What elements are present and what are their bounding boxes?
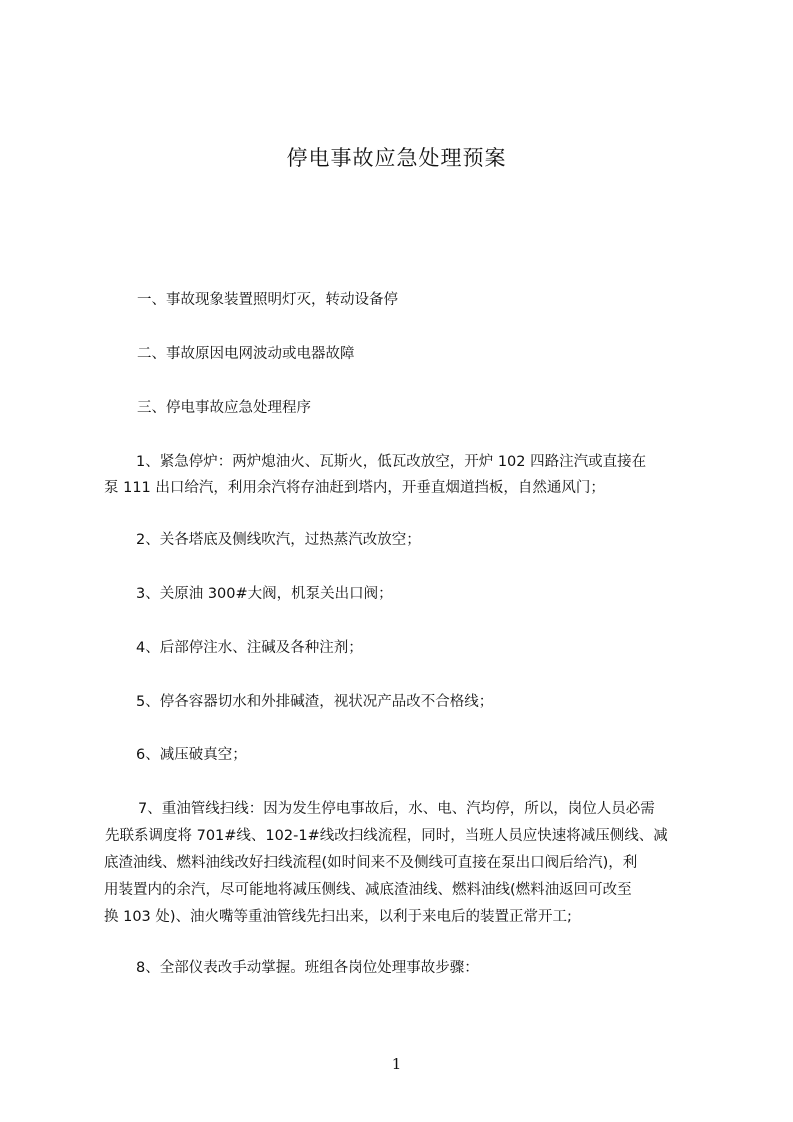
step-7-line-3: 底渣油线、燃料油线改好扫线流程(如时间来不及侧线可直接在泵出口阀后给汽)，利 bbox=[104, 855, 638, 871]
section-heading-cause: 二、事故原因电网波动或电器故障 bbox=[137, 346, 355, 362]
step-2-text: 2、关各塔底及侧线吹汽，过热蒸汽改放空； bbox=[136, 532, 421, 548]
step-7-paragraph bbox=[104, 796, 668, 931]
step-6-text: 6、减压破真空； bbox=[136, 747, 247, 763]
step-5-text: 5、停各容器切水和外排碱渣，视状况产品改不合格线； bbox=[136, 694, 494, 710]
step-3-text: 3、关原油 300#大阀，机泵关出口阀； bbox=[136, 586, 393, 602]
step-8-text: 8、全部仪表改手动掌握。班组各岗位处理事故步骤： bbox=[136, 960, 479, 976]
step-1-line-2: 泵 111 出口给汽，利用余汽将存油赶到塔内，开垂直烟道挡板，自然通风门； bbox=[104, 480, 605, 496]
step-1-line-1: 1、紧急停炉：两炉熄油火、瓦斯火，低瓦改放空，开炉 102 四路注汽或直接在 bbox=[136, 454, 647, 470]
page-number: 1 bbox=[391, 1055, 402, 1073]
section-heading-phenomenon: 一、事故现象装置照明灯灭，转动设备停 bbox=[137, 292, 398, 308]
step-7-line-4: 用装置内的余汽，尽可能地将减压侧线、减底渣油线、燃料油线(燃料油返回可改至 bbox=[104, 882, 632, 898]
section-heading-procedure: 三、停电事故应急处理程序 bbox=[137, 400, 311, 416]
step-7-line-5: 换 103 处)、油火嘴等重油管线先扫出来，以利于来电后的装置正常开工; bbox=[104, 909, 572, 925]
step-4-text: 4、后部停注水、注碱及各种注剂； bbox=[136, 640, 363, 656]
step-7-line-1: 7、重油管线扫线：因为发生停电事故后，水、电、汽均停，所以，岗位人员必需 bbox=[138, 801, 655, 817]
step-1-paragraph bbox=[104, 449, 646, 501]
step-7-line-2: 先联系调度将 701#线、102-1#线改扫线流程，同时，当班人员应快速将减压侧线、减 bbox=[105, 828, 668, 844]
document-title: 停电事故应急处理预案 bbox=[286, 146, 507, 170]
